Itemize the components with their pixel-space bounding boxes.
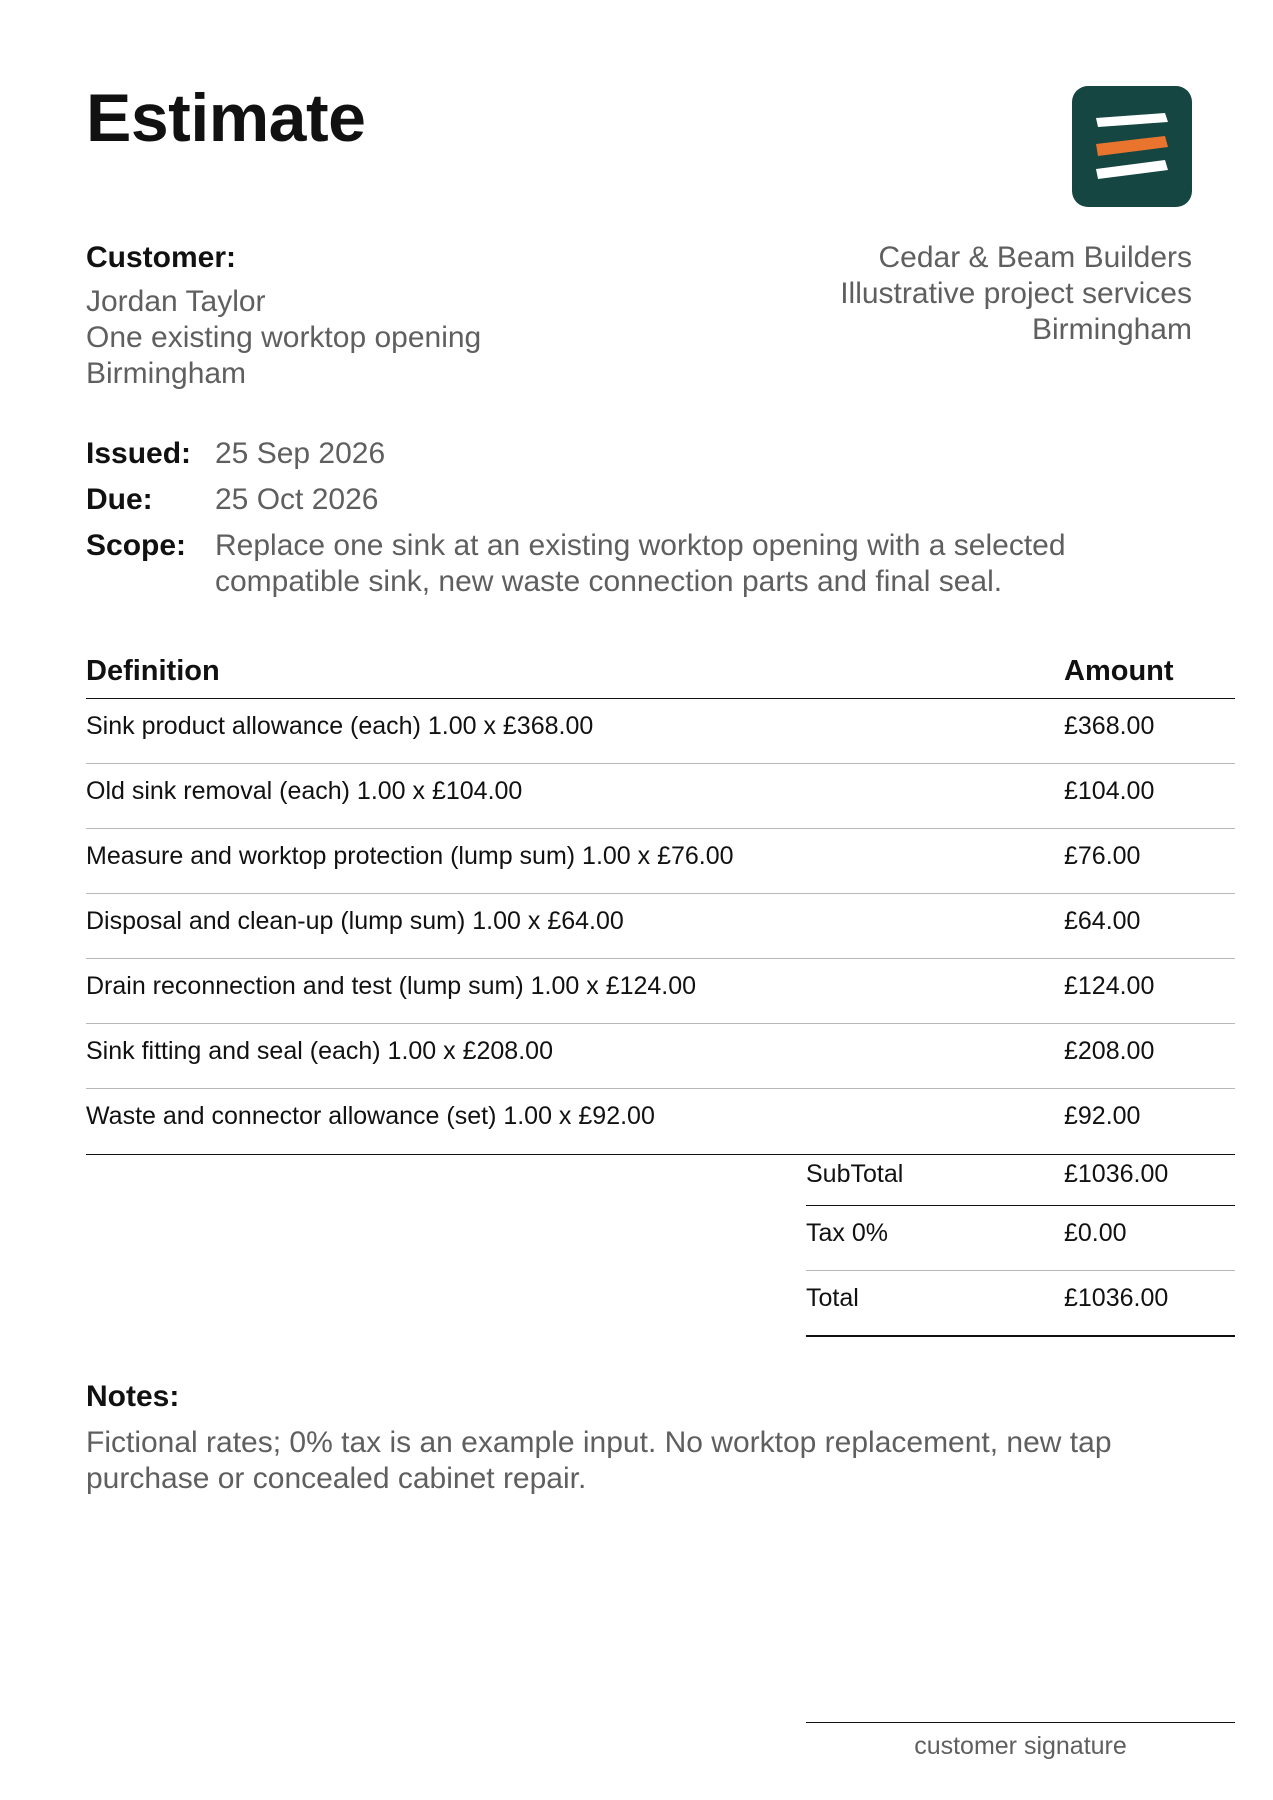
notes-block [86, 1379, 1186, 1497]
scope-label: Scope: [86, 529, 187, 562]
line-item-description: Drain reconnection and test (lump sum) 1.00 x £124.00 [86, 972, 697, 1000]
table-row [86, 764, 1235, 829]
definition-column-header: Definition [86, 655, 220, 687]
notes-label: Notes: [86, 1380, 180, 1413]
table-row [86, 959, 1235, 1024]
company-tagline: Illustrative project services [840, 277, 1192, 310]
company-logo [1072, 86, 1192, 207]
line-item-description: Waste and connector allowance (set) 1.00 x £92.00 [86, 1102, 655, 1130]
line-item-amount: £208.00 [1064, 1037, 1155, 1065]
line-item-amount: £368.00 [1064, 712, 1155, 740]
issued-row [86, 436, 1115, 472]
scope-row [86, 528, 1115, 600]
subtotal-label: SubTotal [806, 1160, 904, 1188]
customer-block [86, 240, 481, 392]
estimate-title: Estimate [86, 80, 366, 156]
line-item-description: Sink product allowance (each) 1.00 x £368.00 [86, 712, 594, 740]
signature-line [806, 1722, 1235, 1723]
due-date: 25 Oct 2026 [215, 483, 379, 516]
table-row [86, 1089, 1235, 1155]
tax-label: Tax 0% [806, 1219, 888, 1247]
table-row [86, 829, 1235, 894]
line-items-table [86, 699, 1235, 1155]
line-item-description: Sink fitting and seal (each) 1.00 x £208.00 [86, 1037, 553, 1065]
table-row [86, 699, 1235, 764]
due-label: Due: [86, 483, 153, 516]
table-row [86, 1024, 1235, 1089]
issued-date: 25 Sep 2026 [215, 437, 386, 470]
company-city: Birmingham [1031, 313, 1192, 346]
total-label: Total [806, 1284, 859, 1312]
line-item-amount: £104.00 [1064, 777, 1155, 805]
tax-row [806, 1206, 1235, 1271]
total-value: £1036.00 [1064, 1284, 1169, 1312]
company-name: Cedar & Beam Builders [878, 241, 1192, 274]
table-row [86, 894, 1235, 959]
signature-label: customer signature [914, 1732, 1127, 1760]
stacked-layers-logo-icon [1072, 86, 1192, 207]
subtotal-row [806, 1148, 1235, 1206]
line-item-amount: £76.00 [1064, 842, 1141, 870]
due-row [86, 482, 1115, 518]
line-item-description: Disposal and clean-up (lump sum) 1.00 x £64.00 [86, 907, 624, 935]
line-item-description: Measure and worktop protection (lump sum) 1.00 x £76.00 [86, 842, 734, 870]
customer-name: Jordan Taylor [86, 285, 266, 318]
total-row [806, 1271, 1235, 1337]
customer-label: Customer: [86, 241, 237, 274]
scope-text: Replace one sink at an existing worktop opening with a selected compatible sink, new waste connection parts and final seal. [215, 529, 1066, 598]
notes-text: Fictional rates; 0% tax is an example input. No worktop replacement, new tap purchase or concealed cabinet repair. [86, 1426, 1112, 1495]
totals-block [806, 1148, 1235, 1337]
estimate-meta [86, 436, 1115, 610]
line-items-header [86, 655, 1235, 699]
line-item-description: Old sink removal (each) 1.00 x £104.00 [86, 777, 523, 805]
issued-label: Issued: [86, 437, 192, 470]
line-item-amount: £92.00 [1064, 1102, 1141, 1130]
customer-city: Birmingham [86, 357, 247, 390]
company-block [840, 240, 1192, 348]
line-item-amount: £64.00 [1064, 907, 1141, 935]
subtotal-value: £1036.00 [1064, 1160, 1169, 1188]
tax-value: £0.00 [1064, 1219, 1127, 1247]
amount-column-header: Amount [1064, 655, 1174, 687]
line-item-amount: £124.00 [1064, 972, 1155, 1000]
customer-address-line: One existing worktop opening [86, 321, 482, 354]
